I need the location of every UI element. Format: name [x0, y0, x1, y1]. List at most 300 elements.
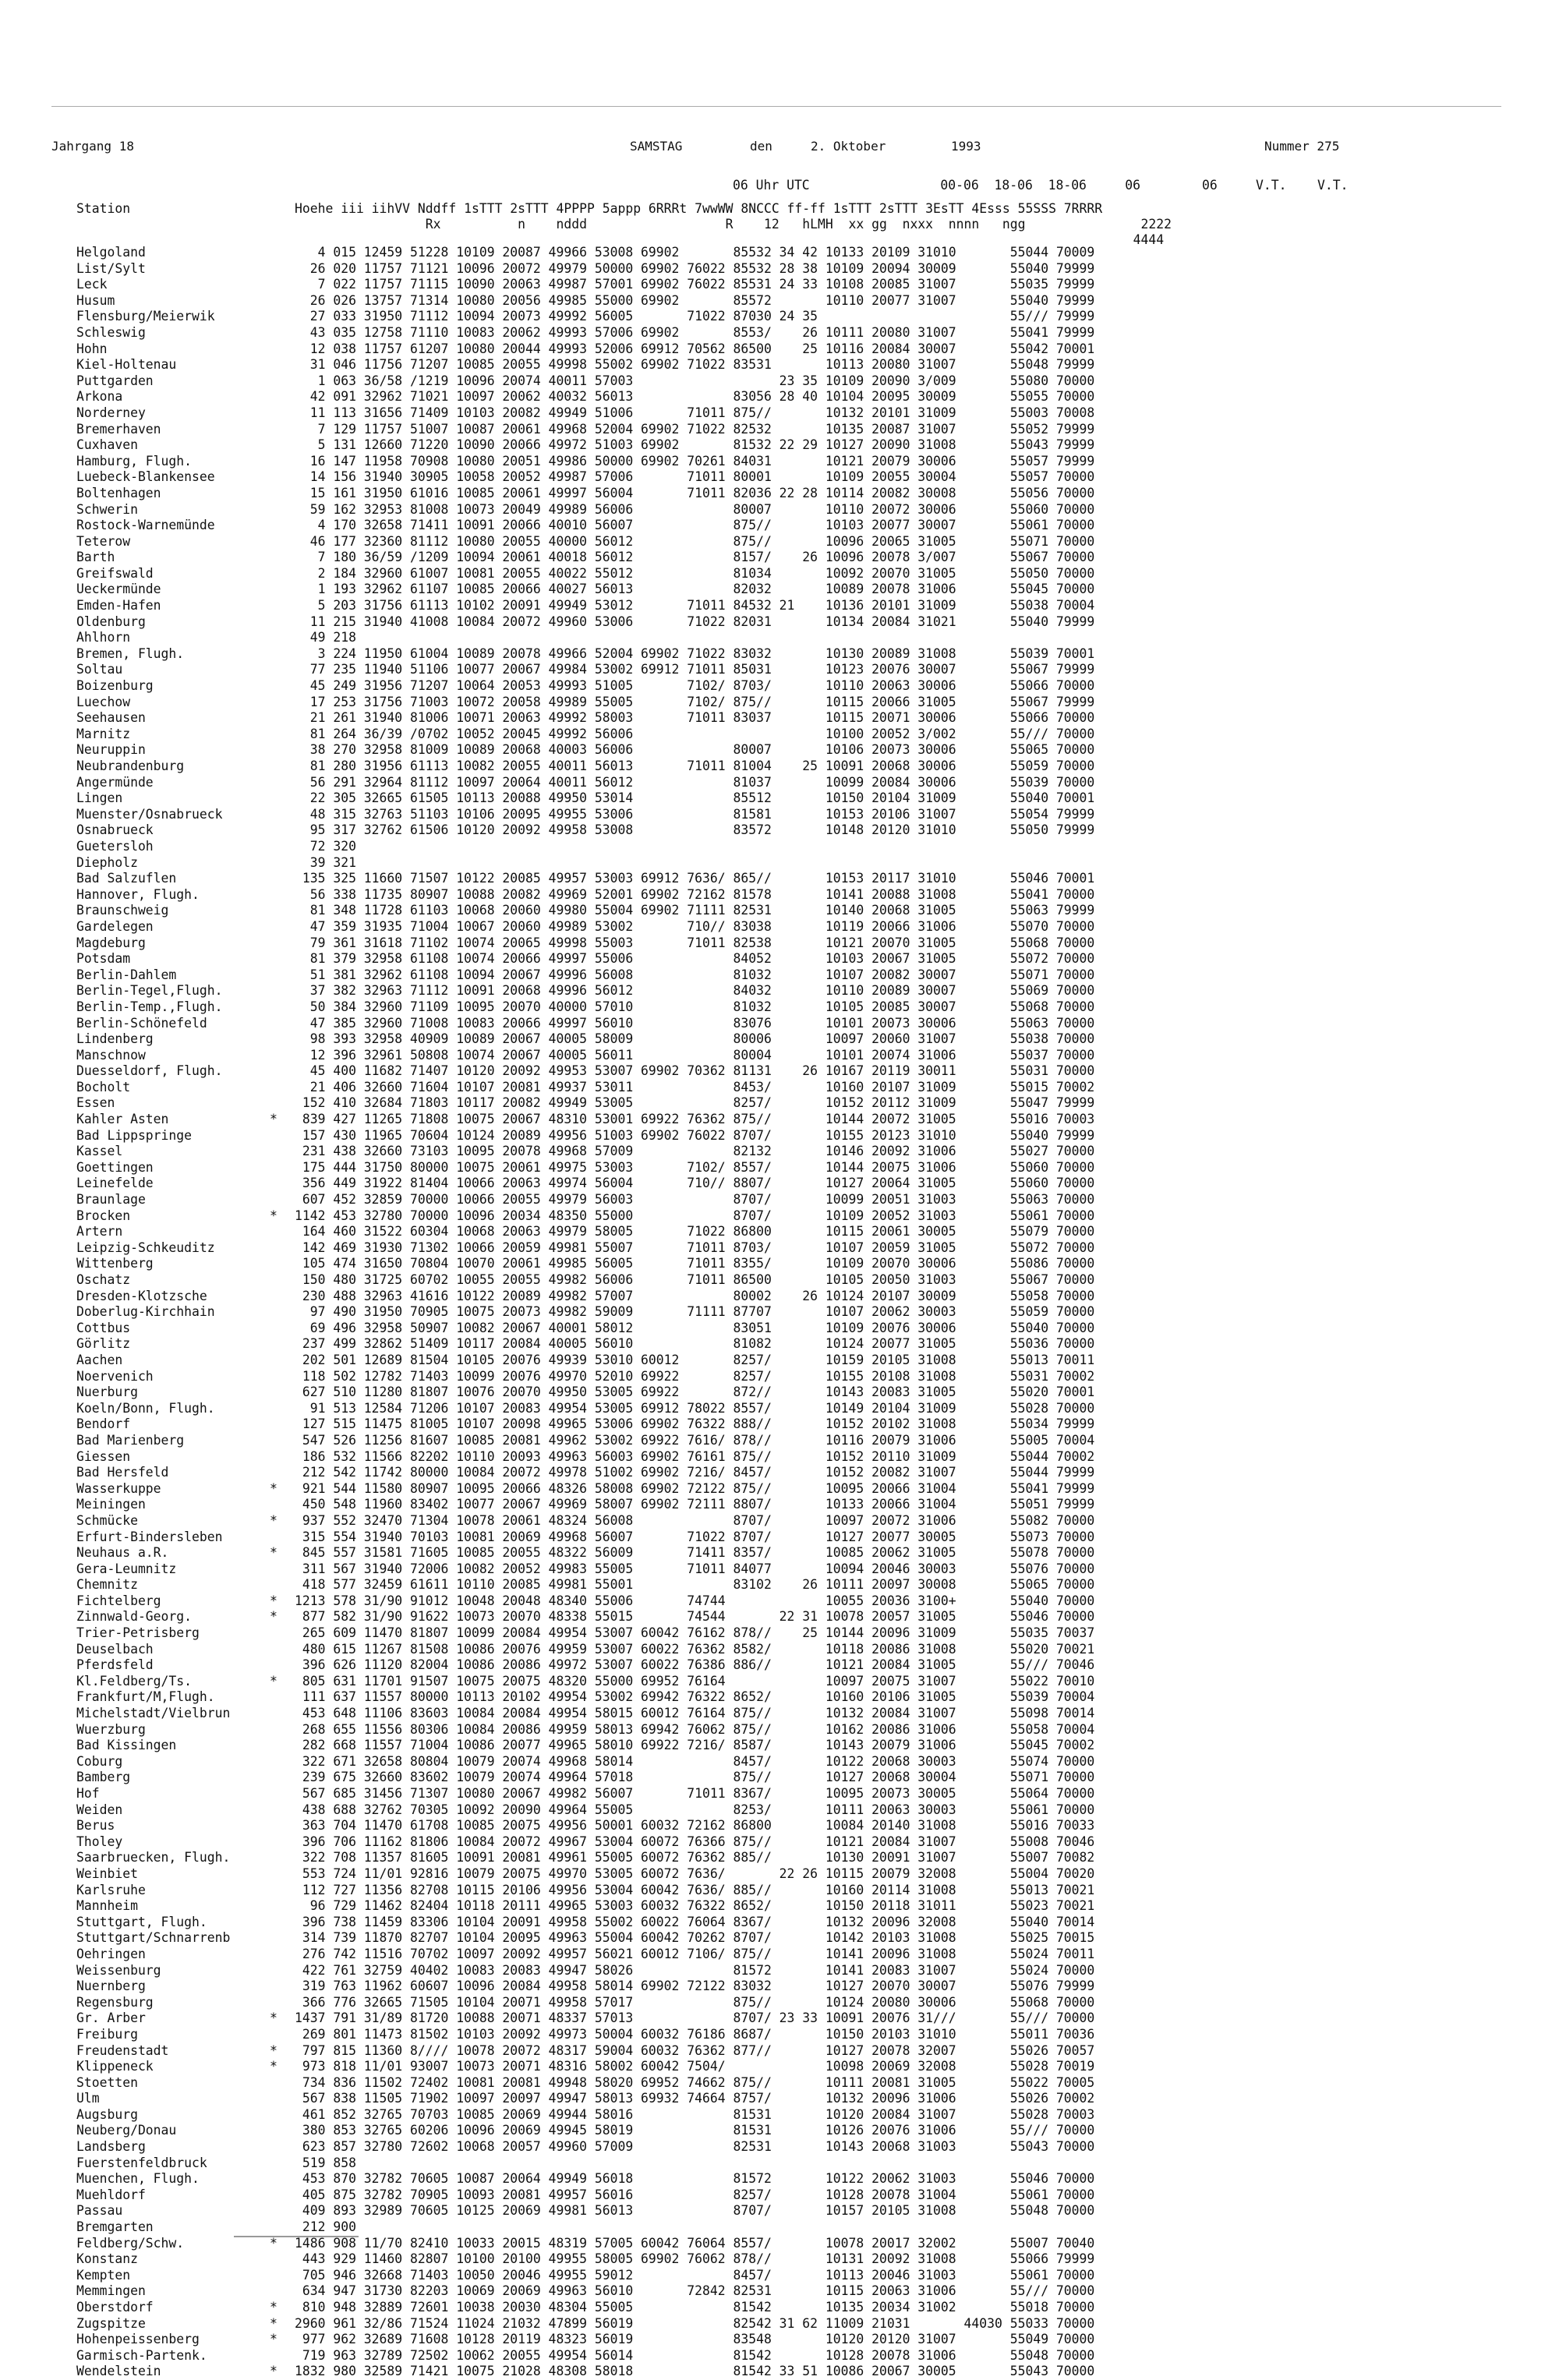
- mountain-station-marker: [270, 871, 278, 887]
- station-name: Neuhaus a.R.: [76, 1545, 169, 1561]
- mountain-station-marker: [270, 855, 278, 872]
- station-name: Berlin-Tegel,Flugh.: [76, 983, 223, 999]
- station-observation-row: 12 038 11757 61207 10080 20044 49993 52006 69912 70562 86500 25 10116 20084 30007 55042 70001: [295, 341, 1095, 356]
- station-observation-row: 4 015 12459 51228 10109 20087 49966 53008 69902 85532 34 42 10133 20109 31010 55044 70009: [295, 245, 1095, 260]
- station-name: Barth: [76, 550, 115, 565]
- station-name: Emden-Hafen: [76, 598, 161, 614]
- station-observation-row: 450 548 11960 83402 10077 20067 49969 58007 69902 72111 8807/ 10133 20066 31004 55051 79999: [295, 1497, 1095, 1512]
- station-name: Schleswig: [76, 324, 146, 340]
- mountain-station-marker: [270, 1369, 278, 1385]
- mountain-station-marker: *: [270, 2010, 278, 2026]
- station-observation-row: 519 858: [295, 2155, 356, 2170]
- issue-number: Nummer 275: [1264, 139, 1340, 154]
- station-observation-row: 45 249 31956 71207 10064 20053 49993 51005 7102/ 8703/ 10110 20063 30006 55066 70000: [295, 678, 1095, 694]
- mountain-station-marker: [270, 277, 278, 293]
- mountain-station-marker: [270, 405, 278, 422]
- station-name: Oschatz: [76, 1272, 131, 1287]
- station-observation-row: 51 381 32962 61108 10094 20067 49996 56008 81032 10107 20082 30007 55071 70000: [295, 967, 1095, 982]
- station-observation-row: 268 655 11556 80306 10084 20086 49959 58013 69942 76062 875// 10162 20086 31006 55058 70004: [295, 1721, 1095, 1737]
- mountain-station-marker: *: [270, 2315, 278, 2331]
- station-marks-column: [270, 245, 278, 2380]
- station-observation-row: 356 449 31922 81404 10066 20063 49974 56004 710// 8807/ 10127 20064 31005 55060 70000: [295, 1176, 1095, 1191]
- mountain-station-marker: [270, 1465, 278, 1481]
- station-name: Zinnwald-Georg.: [76, 1609, 193, 1625]
- station-name: Berlin-Schönefeld: [76, 1015, 207, 1031]
- mountain-station-marker: *: [270, 2364, 278, 2379]
- station-name: Duesseldorf, Flugh.: [76, 1063, 223, 1079]
- station-observation-row: 56 291 32964 81112 10097 20064 40011 56012 81037 10099 20084 30006 55039 70000: [295, 774, 1095, 790]
- mountain-station-marker: [270, 1963, 278, 1979]
- mountain-station-marker: [270, 582, 278, 598]
- station-name: Braunlage: [76, 1192, 146, 1208]
- mountain-station-marker: [270, 1754, 278, 1770]
- station-name: Kiel-Holtenau: [76, 357, 177, 373]
- mountain-station-marker: *: [270, 1512, 278, 1528]
- station-observation-row: 95 317 32762 61506 10120 20092 49958 53008 83572 10148 20120 31010 55050 79999: [295, 822, 1095, 838]
- station-observation-row: 418 577 32459 61611 10110 20085 49981 55001 83102 26 10111 20097 30008 55065 70000: [295, 1577, 1095, 1593]
- station-observation-row: 282 668 11557 71004 10086 20077 49965 58010 69922 7216/ 8587/ 10143 20079 31006 55045 70002: [295, 1738, 1095, 1753]
- station-observation-row: 719 963 32789 72502 10062 20055 49954 56014 81542 10128 20078 31006 55048 70000: [295, 2347, 1095, 2363]
- station-observation-row: 26 026 13757 71314 10080 20056 49985 55000 69902 85572 10110 20077 31007 55040 79999: [295, 292, 1095, 308]
- station-observation-row: 409 893 32989 70605 10125 20069 49981 56013 8707/ 10157 20105 31008 55048 70000: [295, 2203, 1095, 2219]
- mountain-station-marker: [270, 293, 278, 309]
- station-name: Meiningen: [76, 1497, 146, 1512]
- station-observation-row: 937 552 32470 71304 10078 20061 48324 56008 8707/ 10097 20072 31006 55082 70000: [295, 1512, 1095, 1528]
- mountain-station-marker: [270, 1401, 278, 1417]
- mountain-station-marker: [270, 887, 278, 904]
- station-observation-row: 21 261 31940 81006 10071 20063 49992 58003 71011 83037 10115 20071 30006 55066 70000: [295, 710, 1095, 726]
- mountain-station-marker: [270, 790, 278, 807]
- mountain-station-marker: [270, 1272, 278, 1289]
- station-observation-row: 607 452 32859 70000 10066 20055 49979 56003 8707/ 10099 20051 31003 55063 70000: [295, 1192, 1095, 1208]
- station-name: Angermünde: [76, 774, 154, 790]
- station-observation-row: 7 180 36/59 /1209 10094 20061 40018 56012 8157/ 26 10096 20078 3/007 55067 70000: [295, 550, 1095, 565]
- station-observation-row: 56 338 11735 80907 10088 20082 49969 52001 69902 72162 81578 10141 20088 31008 55041 70000: [295, 886, 1095, 902]
- mountain-station-marker: [270, 1898, 278, 1915]
- station-name: Ulm: [76, 2091, 100, 2106]
- station-observation-row: 49 218: [295, 630, 356, 645]
- station-name: Görlitz: [76, 1336, 131, 1352]
- station-name: Bad Salzuflen: [76, 871, 177, 886]
- station-name: Deuselbach: [76, 1641, 154, 1657]
- mountain-station-marker: *: [270, 1673, 278, 1689]
- station-name: Chemnitz: [76, 1577, 138, 1593]
- mountain-station-marker: [270, 1063, 278, 1080]
- station-observation-row: 26 020 11757 71121 10096 20072 49979 50000 69902 76022 85532 28 38 10109 20094 30009 55040 79999: [295, 260, 1095, 276]
- mountain-station-marker: [270, 1866, 278, 1883]
- station-observation-row: 230 488 32963 41616 10122 20089 49982 57007 80002 26 10124 20107 30009 55058 70000: [295, 1288, 1095, 1303]
- footer-mark: [234, 2236, 359, 2248]
- station-name: Wendelstein: [76, 2364, 161, 2379]
- station-observation-row: 202 501 12689 81504 10105 20076 49939 53010 60012 8257/ 10159 20105 31008 55013 70011: [295, 1352, 1095, 1367]
- station-observation-row: 27 033 31950 71112 10094 20073 49992 56005 71022 87030 24 35 55/// 79999: [295, 309, 1095, 324]
- station-name: Bamberg: [76, 1770, 131, 1785]
- station-observation-row: 734 836 11502 72402 10081 20081 49948 58020 69952 74662 875// 10111 20081 31005 55022 70005: [295, 2074, 1095, 2090]
- mountain-station-marker: [270, 839, 278, 855]
- station-observation-row: 72 320: [295, 838, 356, 854]
- mountain-station-marker: [270, 373, 278, 390]
- station-observation-row: 237 499 32862 51409 10117 20084 40005 56010 81082 10124 20077 31005 55036 70000: [295, 1336, 1095, 1352]
- station-name: Bremerhaven: [76, 421, 161, 437]
- station-observation-row: 97 490 31950 70905 10075 20073 49982 59009 71111 87707 10107 20062 30003 55059 70000: [295, 1304, 1095, 1320]
- station-observation-row: 265 609 11470 81807 10099 20084 49954 53007 60042 76162 878// 25 10144 20096 31009 55035 70037: [295, 1625, 1095, 1641]
- station-observation-row: 810 948 32889 72601 10038 20030 48304 55005 81542 10135 20034 31002 55018 70000: [295, 2300, 1095, 2315]
- station-name: Marnitz: [76, 726, 131, 741]
- station-observation-row: 480 615 11267 81508 10086 20076 49959 53007 60022 76362 8582/ 10118 20086 31008 55020 70021: [295, 1641, 1095, 1657]
- station-observation-row: 47 385 32960 71008 10083 20066 49997 56010 83076 10101 20073 30006 55063 70000: [295, 1015, 1095, 1031]
- station-observation-row: 112 727 11356 82708 10115 20106 49956 53004 60042 7636/ 885// 10160 20114 31008 55013 70021: [295, 1882, 1095, 1897]
- station-name: Landsberg: [76, 2139, 146, 2155]
- station-name: Gera-Leumnitz: [76, 1561, 177, 1576]
- station-name: Pferdsfeld: [76, 1657, 154, 1673]
- column-header-units: Rx n nddd R 12 hLMH xx gg nxxx nnnn ngg 2222: [295, 217, 1172, 232]
- station-name: Hannover, Flugh.: [76, 886, 200, 902]
- station-observation-row: 627 510 11280 81807 10076 20070 49950 53005 69922 872// 10143 20083 31005 55020 70001: [295, 1385, 1095, 1400]
- station-name: Lindenberg: [76, 1031, 154, 1047]
- jahrgang: Jahrgang 18: [51, 139, 134, 154]
- mountain-station-marker: [270, 662, 278, 678]
- mountain-station-marker: [270, 1353, 278, 1369]
- mountain-station-marker: *: [270, 2059, 278, 2074]
- mountain-station-marker: [270, 2155, 278, 2172]
- station-observation-row: 1213 578 31/90 91012 10048 20048 48340 55006 74744 10055 20036 3100+ 55040 70000: [295, 1593, 1095, 1608]
- mountain-station-marker: [270, 550, 278, 566]
- station-name: Gardelegen: [76, 918, 154, 934]
- station-name: Feldberg/Schw.: [76, 2235, 185, 2251]
- mountain-station-marker: [270, 1947, 278, 1963]
- station-name: Luebeck-Blankensee: [76, 469, 215, 485]
- station-observation-row: 4 170 32658 71411 10091 20066 40010 56007 875// 10103 20077 30007 55061 70000: [295, 518, 1095, 533]
- station-observation-row: 38 270 32958 81009 10089 20068 40003 56006 80007 10106 20073 30006 55065 70000: [295, 742, 1095, 758]
- mountain-station-marker: [270, 566, 278, 582]
- station-name: Kempten: [76, 2267, 131, 2283]
- mountain-station-marker: [270, 1642, 278, 1658]
- station-observation-row: 59 162 32953 81008 10073 20049 49989 56006 80007 10110 20072 30006 55060 70000: [295, 501, 1095, 517]
- station-observation-row: 47 359 31935 71004 10067 20060 49989 53002 710// 83038 10119 20066 31006 55070 70000: [295, 918, 1095, 934]
- station-name: Muenster/Osnabrueck: [76, 806, 223, 822]
- station-observation-row: 37 382 32963 71112 10091 20068 49996 56012 84032 10110 20089 30007 55069 70000: [295, 983, 1095, 999]
- station-name: Diepholz: [76, 854, 138, 870]
- mountain-station-marker: [270, 1834, 278, 1851]
- station-name: Bocholt: [76, 1079, 131, 1095]
- station-name: Berlin-Temp.,Flugh.: [76, 999, 223, 1014]
- station-observation-row: 877 582 31/90 91622 10073 20070 48338 55015 74544 22 31 10078 20057 31005 55046 70000: [295, 1609, 1095, 1625]
- station-name: Erfurt-Bindersleben: [76, 1529, 223, 1544]
- mountain-station-marker: [270, 1577, 278, 1593]
- mountain-station-marker: [270, 422, 278, 438]
- station-observation-row: 127 515 11475 81005 10107 20098 49965 53006 69902 76322 888// 10152 20102 31008 55034 79999: [295, 1416, 1095, 1432]
- mountain-station-marker: [270, 1080, 278, 1096]
- mountain-station-marker: [270, 1770, 278, 1786]
- station-name: Coburg: [76, 1753, 123, 1769]
- station-observation-row: 152 410 32684 71803 10117 20082 49949 53005 8257/ 10152 20112 31009 55047 79999: [295, 1095, 1095, 1111]
- station-observation-row: 1142 453 32780 70000 10096 20034 48350 55000 8707/ 10109 20052 31003 55061 70000: [295, 1208, 1095, 1223]
- station-name: Neuberg/Donau: [76, 2123, 177, 2138]
- mountain-station-marker: [270, 1995, 278, 2011]
- station-observation-row: 186 532 11566 82202 10110 20093 49963 56003 69902 76161 875// 10152 20110 31009 55044 70002: [295, 1448, 1095, 1464]
- mountain-station-marker: [270, 1016, 278, 1032]
- station-name: Neuruppin: [76, 742, 146, 758]
- station-name: Schwerin: [76, 501, 138, 517]
- station-observation-row: 396 738 11459 83306 10104 20091 49958 55002 60022 76064 8367/ 10132 20096 32008 55040 70014: [295, 1914, 1095, 1929]
- mountain-station-marker: [270, 919, 278, 935]
- station-name: Noervenich: [76, 1368, 154, 1384]
- station-observation-row: 175 444 31750 80000 10075 20061 49975 53003 7102/ 8557/ 10144 20075 31006 55060 70000: [295, 1159, 1095, 1175]
- station-name: Leinefelde: [76, 1176, 154, 1191]
- mountain-station-marker: [270, 1657, 278, 1674]
- station-observation-row: 81 379 32958 61108 10074 20066 49997 55006 84052 10103 20067 31005 55072 70000: [295, 951, 1095, 967]
- station-observation-row: 405 875 32782 70905 10093 20081 49957 56016 8257/ 10128 20078 31004 55061 70000: [295, 2187, 1095, 2202]
- station-observation-row: 231 438 32660 73103 10095 20078 49968 57009 82132 10146 20092 31006 55027 70000: [295, 1144, 1095, 1159]
- station-name: Artern: [76, 1224, 123, 1240]
- station-observation-row: 69 496 32958 50907 10082 20067 40001 58012 83051 10109 20076 30006 55040 70000: [295, 1320, 1095, 1335]
- station-observation-row: 142 469 31930 71302 10066 20059 49981 55007 71011 8703/ 10107 20059 31005 55072 70000: [295, 1240, 1095, 1255]
- station-name: Schmücke: [76, 1512, 138, 1528]
- station-name: Leipzig-Schkeuditz: [76, 1240, 215, 1255]
- mountain-station-marker: [270, 2139, 278, 2155]
- mountain-station-marker: [270, 951, 278, 967]
- station-name: Memmingen: [76, 2283, 146, 2299]
- station-name: Bad Lippspringe: [76, 1127, 193, 1143]
- station-observation-row: 276 742 11516 70702 10097 20092 49957 56021 60012 7106/ 875// 10141 20096 31008 55024 70011: [295, 1946, 1095, 1961]
- station-name: Osnabrueck: [76, 822, 154, 838]
- station-name: Wittenberg: [76, 1256, 154, 1271]
- mountain-station-marker: [270, 518, 278, 534]
- station-name: Frankfurt/M,Flugh.: [76, 1689, 215, 1705]
- mountain-station-marker: [270, 261, 278, 278]
- station-observation-row: 1832 980 32589 71421 10075 21028 48308 58018 81542 33 51 10086 20067 30005 55043 70000: [295, 2364, 1095, 2379]
- mountain-station-marker: [270, 1416, 278, 1433]
- station-observation-row: 634 947 31730 82203 10069 20069 49963 56010 72842 82531 10115 20063 31006 55/// 70000: [295, 2283, 1095, 2299]
- station-name: Bad Kissingen: [76, 1738, 177, 1753]
- station-name: Magdeburg: [76, 935, 146, 950]
- station-name: Helgoland: [76, 245, 146, 260]
- station-observation-row: 1437 791 31/89 81720 10088 20071 48337 57013 8707/ 23 33 10091 20076 31/// 55/// 70000: [295, 2010, 1095, 2026]
- mountain-station-marker: [270, 1722, 278, 1738]
- mountain-station-marker: [270, 614, 278, 631]
- station-name: Berus: [76, 1818, 115, 1834]
- station-name: Soltau: [76, 662, 123, 677]
- mountain-station-marker: [270, 2219, 278, 2236]
- mountain-station-marker: [270, 1160, 278, 1176]
- station-name: Seehausen: [76, 710, 146, 726]
- station-name: Tholey: [76, 1834, 123, 1849]
- station-observation-row: 14 156 31940 30905 10058 20052 49987 57006 71011 80001 10109 20055 30004 55057 70000: [295, 469, 1095, 485]
- station-observation-row: 50 384 32960 71109 10095 20070 40000 57010 81032 10105 20085 30007 55068 70000: [295, 999, 1095, 1014]
- station-name: Bremgarten: [76, 2219, 154, 2235]
- station-name: Greifswald: [76, 565, 154, 581]
- mountain-station-marker: [270, 486, 278, 502]
- station-name: Freiburg: [76, 2026, 138, 2042]
- station-observation-row: 314 739 11870 82707 10104 20095 49963 55004 60042 70262 8707/ 10142 20103 31008 55025 70015: [295, 1930, 1095, 1946]
- station-observation-row: 42 091 32962 71021 10097 20062 40032 56013 83056 28 40 10104 20095 30009 55055 70000: [295, 389, 1095, 405]
- station-observation-row: 98 393 32958 40909 10089 20067 40005 58009 80006 10097 20060 31007 55038 70000: [295, 1031, 1095, 1047]
- station-observation-row: 311 567 31940 72006 10082 20052 49983 55005 71011 84077 10094 20046 30003 55076 70000: [295, 1561, 1095, 1576]
- station-observation-row: 11 215 31940 41008 10084 20072 49960 53006 71022 82031 10134 20084 31021 55040 79999: [295, 614, 1095, 629]
- mountain-station-marker: [270, 727, 278, 743]
- station-observation-row: 157 430 11965 70604 10124 20089 49956 51003 69902 76022 8707/ 10155 20123 31010 55040 79999: [295, 1127, 1095, 1143]
- station-name: Augsburg: [76, 2106, 138, 2122]
- station-name: Regensburg: [76, 1994, 154, 2010]
- mountain-station-marker: *: [270, 1208, 278, 1223]
- station-name: Konstanz: [76, 2251, 138, 2267]
- station-name: Arkona: [76, 389, 123, 405]
- station-name: Passau: [76, 2203, 123, 2219]
- station-name: Neubrandenburg: [76, 759, 185, 773]
- station-name: Bendorf: [76, 1416, 131, 1432]
- mountain-station-marker: [270, 2268, 278, 2284]
- mountain-station-marker: [270, 1706, 278, 1722]
- mountain-station-marker: [270, 309, 278, 325]
- station-observation-row: 2960 961 32/86 71524 11024 21032 47899 56019 82542 31 62 11009 21031 44030 55033 70000: [295, 2315, 1095, 2331]
- station-observation-row: 7 129 11757 51007 10087 20061 49968 52004 69902 71022 82532 10135 20087 31007 55052 79999: [295, 421, 1095, 437]
- mountain-station-marker: [270, 502, 278, 518]
- mountain-station-marker: [270, 1689, 278, 1706]
- mountain-station-marker: [270, 630, 278, 646]
- station-observation-row: 396 706 11162 81806 10084 20072 49967 53004 60072 76366 875// 10121 20084 31007 55008 70046: [295, 1834, 1095, 1849]
- station-name: Koeln/Bonn, Flugh.: [76, 1400, 215, 1416]
- station-observation-row: 363 704 11470 61708 10085 20075 49956 50001 60032 72162 86800 10084 20140 31008 55016 70033: [295, 1818, 1095, 1834]
- station-name: Aachen: [76, 1352, 123, 1367]
- station-name: Weiden: [76, 1802, 123, 1817]
- station-observation-row: 164 460 31522 60304 10068 20063 49979 58005 71022 86800 10115 20061 30005 55079 70000: [295, 1224, 1095, 1240]
- mountain-station-marker: [270, 245, 278, 261]
- station-name: Zugspitze: [76, 2315, 146, 2331]
- mountain-station-marker: *: [270, 1609, 278, 1625]
- station-observation-row: 79 361 31618 71102 10074 20065 49998 55003 71011 82538 10121 20070 31005 55068 70000: [295, 935, 1095, 950]
- station-name: Muehldorf: [76, 2187, 146, 2202]
- station-observation-row: 977 962 32689 71608 10128 20119 48323 56019 83548 10120 20120 31007 55049 70000: [295, 2332, 1095, 2347]
- mountain-station-marker: [270, 1930, 278, 1947]
- mountain-station-marker: [270, 2348, 278, 2364]
- mountain-station-marker: [270, 999, 278, 1016]
- station-observation-row: 22 305 32665 61505 10113 20088 49950 53014 85512 10150 20104 31009 55040 70001: [295, 790, 1095, 806]
- station-observation-row: 553 724 11/01 92816 10079 20075 49970 53005 60072 7636/ 22 26 10115 20079 32008 55004 70020: [295, 1865, 1095, 1881]
- date: 2. Oktober: [811, 139, 886, 154]
- station-observation-row: 135 325 11660 71507 10122 20085 49957 53003 69912 7636/ 865// 10153 20117 31010 55046 70001: [295, 871, 1095, 886]
- station-observation-row: 48 315 32763 51103 10106 20095 49955 53006 81581 10153 20106 31007 55054 79999: [295, 806, 1095, 822]
- station-observation-row: 623 857 32780 72602 10068 20057 49960 57009 82531 10143 20068 31003 55043 70000: [295, 2139, 1095, 2155]
- mountain-station-marker: [270, 1449, 278, 1466]
- station-observation-row: 150 480 31725 60702 10055 20055 49982 56006 71011 86500 10105 20050 31003 55067 70000: [295, 1272, 1095, 1287]
- mountain-station-marker: [270, 1818, 278, 1834]
- year: 1993: [951, 139, 981, 154]
- mountain-station-marker: [270, 2075, 278, 2092]
- station-observation-row: 438 688 32762 70305 10092 20090 49964 55005 8253/ 10111 20063 30003 55061 70000: [295, 1802, 1095, 1817]
- station-name: Essen: [76, 1095, 115, 1111]
- station-name: Fuerstenfeldbruck: [76, 2155, 207, 2170]
- column-header-time: 06 Uhr UTC 00-06 18-06 18-06 06 06 V.T. V.T.: [733, 178, 1349, 193]
- column-header-extra: 4444: [295, 232, 1165, 247]
- station-observation-row: 547 526 11256 81607 10085 20081 49962 53002 69922 7616/ 878// 10116 20079 31006 55005 70004: [295, 1432, 1095, 1448]
- station-observation-row: 212 542 11742 80000 10084 20072 49978 51002 69902 7216/ 8457/ 10152 20082 31007 55044 79999: [295, 1465, 1095, 1480]
- mountain-station-marker: [270, 1497, 278, 1513]
- mountain-station-marker: [270, 1304, 278, 1321]
- mountain-station-marker: [270, 1529, 278, 1546]
- station-observation-row: 96 729 11462 82404 10118 20111 49965 53003 60032 76322 8652/ 10150 20118 31011 55023 70021: [295, 1898, 1095, 1914]
- mountain-station-marker: [270, 2283, 278, 2300]
- mountain-station-marker: [270, 2091, 278, 2107]
- mountain-station-marker: [270, 695, 278, 711]
- mountain-station-marker: [270, 1240, 278, 1257]
- station-name: Michelstadt/Vielbrun: [76, 1706, 231, 1721]
- date-label: den: [750, 139, 772, 154]
- mountain-station-marker: [270, 775, 278, 791]
- station-name: Kahler Asten: [76, 1112, 169, 1127]
- station-name: Stuttgart, Flugh.: [76, 1914, 207, 1929]
- mountain-station-marker: [270, 1224, 278, 1240]
- mountain-station-marker: [270, 2123, 278, 2139]
- station-values-column: [295, 245, 1094, 2380]
- station-name: Norderney: [76, 405, 146, 420]
- station-name: Weinbiet: [76, 1865, 138, 1881]
- station-observation-row: 21 406 32660 71604 10107 20081 49937 53011 8453/ 10160 20107 31009 55015 70002: [295, 1079, 1095, 1095]
- station-observation-row: 17 253 31756 71003 10072 20058 49989 55005 7102/ 875// 10115 20066 31005 55067 79999: [295, 694, 1095, 709]
- station-observation-row: 839 427 11265 71808 10075 20067 48310 53001 69922 76362 875// 10144 20072 31005 55016 70003: [295, 1112, 1095, 1127]
- mountain-station-marker: [270, 1031, 278, 1048]
- mountain-station-marker: [270, 325, 278, 341]
- station-name: Giessen: [76, 1448, 131, 1464]
- station-name: Muenchen, Flugh.: [76, 2171, 200, 2187]
- mountain-station-marker: [270, 1915, 278, 1931]
- mountain-station-marker: [270, 742, 278, 759]
- station-name: List/Sylt: [76, 260, 146, 276]
- station-observation-row: 366 776 32665 71505 10104 20071 49958 57017 875// 10124 20080 30006 55068 70000: [295, 1994, 1095, 2010]
- mountain-station-marker: [270, 1802, 278, 1819]
- station-observation-row: 212 900: [295, 2219, 356, 2235]
- mountain-station-marker: [270, 1850, 278, 1866]
- mountain-station-marker: [270, 357, 278, 373]
- station-name: Oberstdorf: [76, 2300, 154, 2315]
- mountain-station-marker: [270, 1048, 278, 1064]
- station-observation-row: 973 818 11/01 93007 10073 20071 48316 58002 60042 7504/ 10098 20069 32008 55028 70019: [295, 2059, 1095, 2074]
- station-name: Hamburg, Flugh.: [76, 453, 193, 469]
- station-name: Bremen, Flugh.: [76, 645, 185, 661]
- mountain-station-marker: [270, 983, 278, 999]
- mountain-station-marker: [270, 678, 278, 695]
- station-name: Nuernberg: [76, 1979, 146, 1994]
- mountain-station-marker: *: [270, 1480, 278, 1496]
- mountain-station-marker: [270, 598, 278, 614]
- column-header-station: Station: [76, 201, 131, 216]
- column-header-groups: Hoehe iii iihVV Nddff 1sTTT 2sTTT 4PPPP 5appp 6RRRt 7wwWW 8NCCC ff-ff 1sTTT 2sTTT 3EsTT 4Esss 55SSS 7RRRR: [295, 201, 1103, 216]
- station-name: Lingen: [76, 790, 123, 806]
- station-observation-row: 81 348 11728 61103 10068 20060 49980 55004 69902 71111 82531 10140 20068 31005 55063 79999: [295, 903, 1095, 918]
- mountain-station-marker: *: [270, 2332, 278, 2347]
- station-name: Brocken: [76, 1208, 131, 1223]
- station-observation-row: 319 763 11962 60607 10096 20084 49958 58014 69902 72122 83032 10127 20070 30007 55076 79999: [295, 1979, 1095, 1994]
- station-names-column: [76, 245, 230, 2380]
- station-name: Bad Marienberg: [76, 1432, 185, 1448]
- mountain-station-marker: [270, 437, 278, 454]
- station-name: Ahlhorn: [76, 630, 131, 645]
- station-observation-row: 705 946 32668 71403 10050 20046 49955 59012 8457/ 10113 20046 31003 55061 70000: [295, 2267, 1095, 2283]
- station-observation-row: 315 554 31940 70103 10081 20069 49968 56007 71022 8707/ 10127 20077 30005 55073 70000: [295, 1529, 1095, 1544]
- mountain-station-marker: [270, 454, 278, 470]
- station-name: Cottbus: [76, 1320, 131, 1335]
- mountain-station-marker: *: [270, 1545, 278, 1561]
- station-observation-row: 453 648 11106 83603 10084 20084 49954 58015 60012 76164 875// 10132 20084 31007 55098 70014: [295, 1706, 1095, 1721]
- station-name: Ueckermünde: [76, 582, 161, 597]
- mountain-station-marker: [270, 1336, 278, 1353]
- station-observation-row: 15 161 31950 61016 10085 20061 49997 56004 71011 82036 22 28 10114 20082 30008 55056 70000: [295, 485, 1095, 500]
- station-name: Freudenstadt: [76, 2042, 169, 2058]
- station-name: Luechow: [76, 694, 131, 709]
- mountain-station-marker: *: [270, 2042, 278, 2058]
- station-name: Braunschweig: [76, 903, 169, 918]
- station-observation-row: 3 224 11950 61004 10089 20078 49966 52004 69902 71022 83032 10130 20089 31008 55039 70001: [295, 645, 1095, 661]
- mountain-station-marker: [270, 389, 278, 405]
